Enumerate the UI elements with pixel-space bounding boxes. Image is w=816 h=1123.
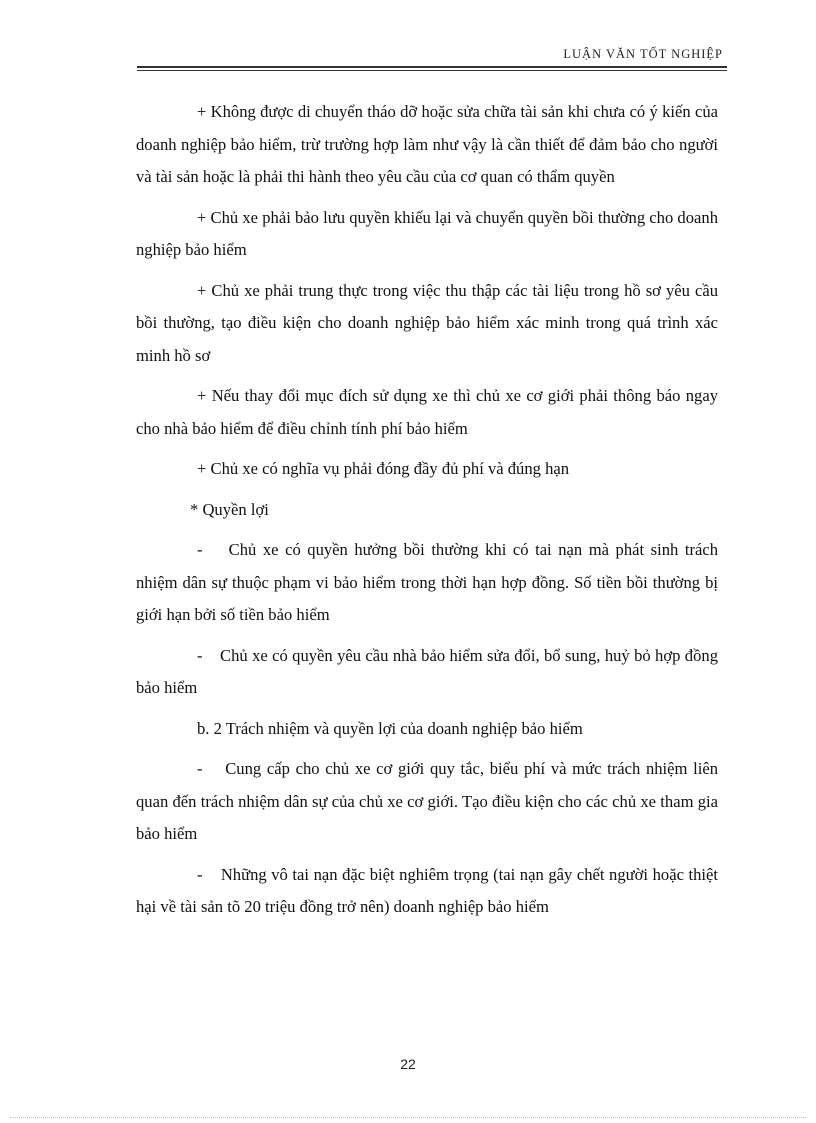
body-text (136, 96, 723, 932)
list-item: - Chủ xe có quyền hưởng bồi thường khi có tai nạn mà phát sinh trách nhiệm dân sự thuộc phạm vi bảo hiểm trong thời hạn hợp đồng. Số tiền bồi thường bị giới hạn bởi số tiền bảo hiểm (136, 540, 723, 624)
section-heading-insurer: b. 2 Trách nhiệm và quyền lợi của doanh nghiệp bảo hiểm (197, 718, 583, 738)
running-header: LUẬN VĂN TỐT NGHIỆP (563, 47, 723, 61)
paragraph: + Nếu thay đổi mục đích sử dụng xe thì chủ xe cơ giới phải thông báo ngay cho nhà bảo hiểm để điều chỉnh tính phí bảo hiểm (136, 386, 718, 438)
paragraph: + Chủ xe có nghĩa vụ phải đóng đầy đủ phí và đúng hạn (197, 459, 570, 478)
header-rule-thin (137, 70, 727, 71)
page-bottom-divider (10, 1117, 806, 1118)
list-item: - Những vô tai nạn đặc biệt nghiêm trọng (tai nạn gây chết người hoặc thiệt hại về tài sản tõ 20 triệu đồng trở nên) doanh nghiệp bảo hiểm (136, 864, 723, 916)
section-heading-rights: * Quyền lợi (190, 499, 269, 519)
list-item: - Cung cấp cho chủ xe cơ giới quy tắc, biểu phí và mức trách nhiệm liên quan đến trách nhiệm dân sự của chủ xe cơ giới. Tạo điều kiện cho các chủ xe tham gia bảo hiểm (136, 759, 723, 843)
paragraph: + Không được di chuyển tháo dỡ hoặc sửa chữa tài sản khi chưa có ý kiến của doanh nghiệp bảo hiểm, trừ trường hợp làm như vậy là cần thiết để đảm bảo cho người và tài sản hoặc là phải thi hành theo yêu cầu của cơ quan có thẩm quyền (136, 102, 718, 186)
page-number: 22 (400, 1056, 416, 1072)
paragraph: + Chủ xe phải bảo lưu quyền khiếu lại và chuyển quyền bồi thường cho doanh nghiệp bảo hiểm (136, 207, 718, 259)
header-rule-thick (137, 66, 727, 68)
paragraph: + Chủ xe phải trung thực trong việc thu thập các tài liệu trong hồ sơ yêu cầu bồi thường, tạo điều kiện cho doanh nghiệp bảo hiểm xác minh trong quá trình xác minh hồ sơ (136, 280, 718, 365)
list-item: - Chủ xe có quyền yêu cầu nhà bảo hiểm sửa đổi, bổ sung, huỷ bỏ hợp đồng bảo hiểm (136, 645, 723, 697)
